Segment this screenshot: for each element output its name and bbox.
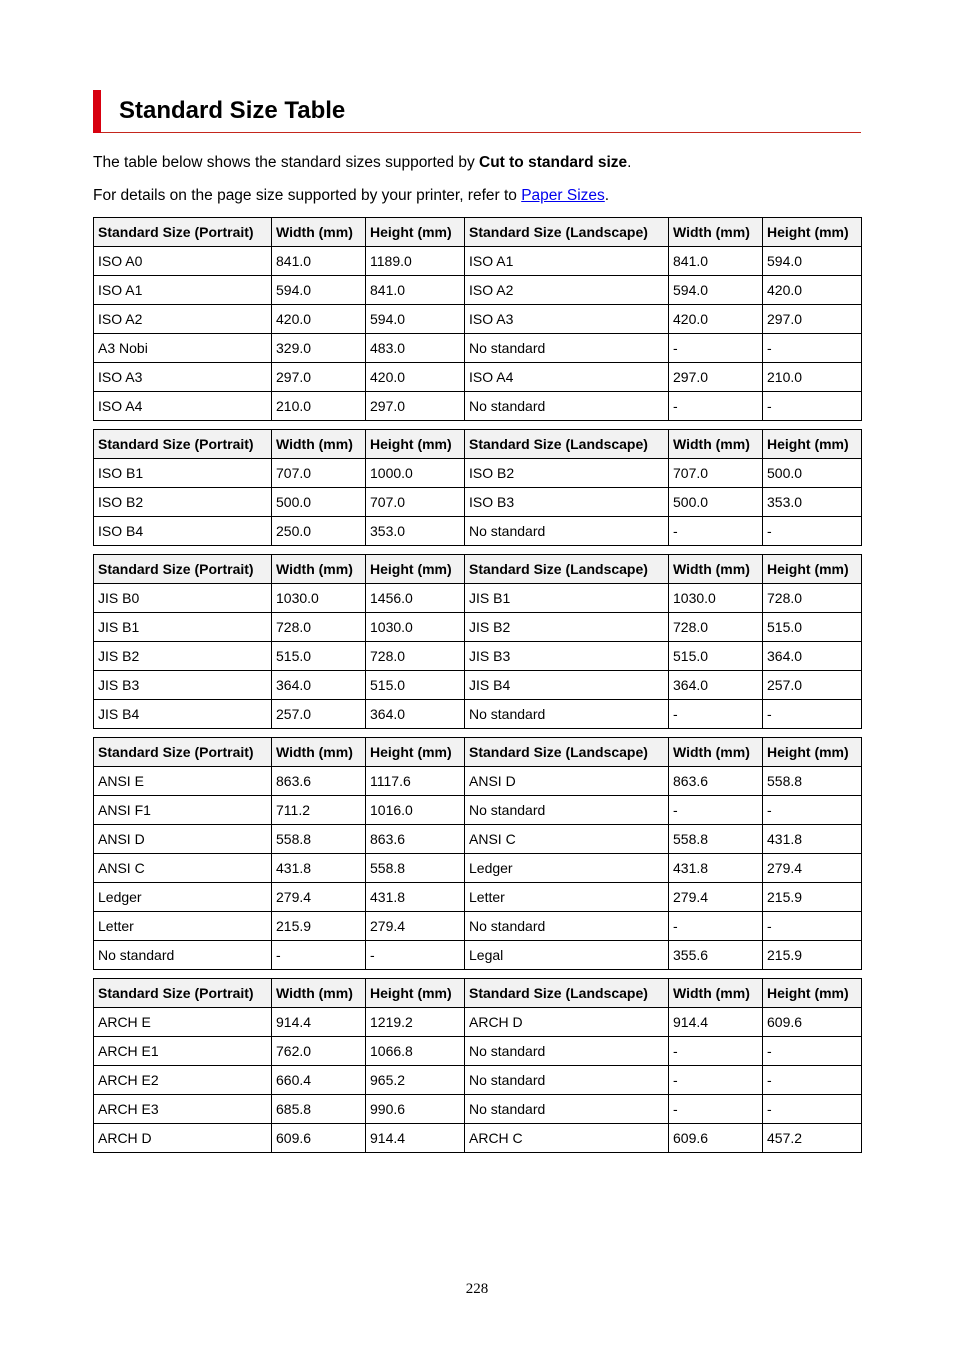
table-cell: 1066.8 (366, 1037, 465, 1066)
table-cell: No standard (465, 700, 669, 729)
table-header-row (94, 738, 862, 767)
table-cell: ISO A3 (465, 305, 669, 334)
column-header: Width (mm) (272, 430, 366, 459)
table-cell: 863.6 (669, 767, 763, 796)
intro-period: . (627, 154, 632, 171)
column-header: Standard Size (Portrait) (94, 218, 272, 247)
table-cell: 355.6 (669, 941, 763, 970)
column-header: Standard Size (Landscape) (465, 218, 669, 247)
table-cell: - (763, 1037, 862, 1066)
table-row (94, 796, 862, 825)
table-cell: 914.4 (366, 1124, 465, 1153)
table-row (94, 459, 862, 488)
table-cell: 1117.6 (366, 767, 465, 796)
table-cell: 1456.0 (366, 584, 465, 613)
table-cell: 420.0 (366, 363, 465, 392)
table-cell: JIS B4 (94, 700, 272, 729)
intro-text: The table below shows the standard sizes supported by (93, 154, 480, 171)
table-cell: 515.0 (366, 671, 465, 700)
table-cell: 660.4 (272, 1066, 366, 1095)
table-row (94, 276, 862, 305)
table-row (94, 1008, 862, 1037)
column-header: Width (mm) (669, 218, 763, 247)
column-header: Height (mm) (763, 555, 862, 584)
table-cell: 364.0 (763, 642, 862, 671)
table-cell: 841.0 (272, 247, 366, 276)
column-header: Standard Size (Portrait) (94, 979, 272, 1008)
table-row (94, 363, 862, 392)
table-cell: 609.6 (669, 1124, 763, 1153)
table-cell: ISO B3 (465, 488, 669, 517)
table-cell: 257.0 (763, 671, 862, 700)
table-cell: - (669, 517, 763, 546)
table-row (94, 642, 862, 671)
table-cell: 457.2 (763, 1124, 862, 1153)
table-cell: 297.0 (366, 392, 465, 421)
table-cell: A3 Nobi (94, 334, 272, 363)
table-cell: 1000.0 (366, 459, 465, 488)
table-cell: 420.0 (272, 305, 366, 334)
table-cell: Ledger (94, 883, 272, 912)
column-header: Height (mm) (366, 979, 465, 1008)
table-cell: 558.8 (366, 854, 465, 883)
table-header-row (94, 218, 862, 247)
table-cell: JIS B1 (94, 613, 272, 642)
table-cell: 431.8 (272, 854, 366, 883)
table-cell: Legal (465, 941, 669, 970)
table-cell: ANSI E (94, 767, 272, 796)
table-cell: 707.0 (669, 459, 763, 488)
size-table (93, 737, 862, 970)
table-row (94, 305, 862, 334)
table-cell: 279.4 (366, 912, 465, 941)
table-cell: 215.9 (763, 883, 862, 912)
table-cell: 558.8 (763, 767, 862, 796)
table-cell: ISO B1 (94, 459, 272, 488)
table-cell: 685.8 (272, 1095, 366, 1124)
table-cell: 762.0 (272, 1037, 366, 1066)
table-cell: - (763, 1066, 862, 1095)
column-header: Height (mm) (763, 218, 862, 247)
table-header-row (94, 555, 862, 584)
size-table (93, 978, 862, 1153)
table-cell: ISO A4 (465, 363, 669, 392)
size-table (93, 217, 862, 421)
table-cell: 841.0 (366, 276, 465, 305)
table-cell: 210.0 (272, 392, 366, 421)
table-cell: - (366, 941, 465, 970)
table-cell: 515.0 (763, 613, 862, 642)
size-tables (93, 217, 861, 1161)
table-cell: 609.6 (272, 1124, 366, 1153)
table-cell: 279.4 (272, 883, 366, 912)
table-cell: ISO A3 (94, 363, 272, 392)
table-cell: 1219.2 (366, 1008, 465, 1037)
table-cell: 1016.0 (366, 796, 465, 825)
table-cell: ISO B2 (94, 488, 272, 517)
table-row (94, 334, 862, 363)
table-cell: ANSI C (94, 854, 272, 883)
table-cell: - (763, 334, 862, 363)
table-cell: 210.0 (763, 363, 862, 392)
table-cell: No standard (465, 392, 669, 421)
table-row (94, 517, 862, 546)
page-number: 228 (465, 1281, 489, 1297)
table-cell: 515.0 (669, 642, 763, 671)
table-cell: JIS B0 (94, 584, 272, 613)
table-cell: - (763, 392, 862, 421)
table-cell: 594.0 (763, 247, 862, 276)
table-cell: 250.0 (272, 517, 366, 546)
table-cell: 297.0 (669, 363, 763, 392)
table-cell: ISO B4 (94, 517, 272, 546)
table-cell: 215.9 (272, 912, 366, 941)
table-row (94, 854, 862, 883)
table-row (94, 247, 862, 276)
table-cell: 728.0 (366, 642, 465, 671)
table-cell: - (763, 517, 862, 546)
table-cell: 594.0 (669, 276, 763, 305)
table-cell: 728.0 (669, 613, 763, 642)
table-cell: 353.0 (763, 488, 862, 517)
paper-sizes-link[interactable]: Paper Sizes (521, 187, 605, 204)
table-cell: 215.9 (763, 941, 862, 970)
table-cell: 1030.0 (669, 584, 763, 613)
table-cell: JIS B2 (465, 613, 669, 642)
table-cell: 863.6 (366, 825, 465, 854)
table-cell: ANSI D (465, 767, 669, 796)
column-header: Width (mm) (272, 218, 366, 247)
table-cell: 558.8 (669, 825, 763, 854)
table-cell: 914.4 (669, 1008, 763, 1037)
column-header: Width (mm) (669, 738, 763, 767)
table-cell: 353.0 (366, 517, 465, 546)
table-header-row (94, 430, 862, 459)
table-cell: No standard (465, 1095, 669, 1124)
table-cell: No standard (465, 1066, 669, 1095)
table-cell: 841.0 (669, 247, 763, 276)
table-cell: ARCH E (94, 1008, 272, 1037)
table-cell: ISO A2 (465, 276, 669, 305)
table-cell: 364.0 (366, 700, 465, 729)
table-row (94, 825, 862, 854)
table-cell: ARCH C (465, 1124, 669, 1153)
table-row (94, 767, 862, 796)
table-cell: - (669, 334, 763, 363)
heading-accent-bar (93, 90, 101, 133)
table-cell: 431.8 (763, 825, 862, 854)
table-cell: 609.6 (763, 1008, 862, 1037)
table-cell: 1030.0 (272, 584, 366, 613)
table-cell: 500.0 (763, 459, 862, 488)
table-cell: 500.0 (272, 488, 366, 517)
table-cell: No standard (465, 796, 669, 825)
table-row (94, 1124, 862, 1153)
table-cell: ISO A1 (94, 276, 272, 305)
table-cell: 707.0 (366, 488, 465, 517)
table-cell: ARCH E3 (94, 1095, 272, 1124)
table-cell: - (669, 392, 763, 421)
reference-period: . (604, 187, 610, 204)
table-cell: No standard (465, 912, 669, 941)
table-cell: JIS B3 (465, 642, 669, 671)
column-header: Width (mm) (669, 430, 763, 459)
table-cell: 431.8 (366, 883, 465, 912)
table-cell: - (669, 1066, 763, 1095)
table-cell: - (763, 912, 862, 941)
table-cell: ANSI D (94, 825, 272, 854)
reference-paragraph (93, 186, 609, 206)
page-title: Standard Size Table (119, 97, 346, 124)
table-cell: ISO A1 (465, 247, 669, 276)
table-cell: 431.8 (669, 854, 763, 883)
table-row (94, 700, 862, 729)
column-header: Height (mm) (763, 430, 862, 459)
column-header: Standard Size (Portrait) (94, 430, 272, 459)
table-cell: 297.0 (272, 363, 366, 392)
table-cell: 707.0 (272, 459, 366, 488)
table-cell: ARCH E1 (94, 1037, 272, 1066)
table-cell: ARCH D (94, 1124, 272, 1153)
table-cell: - (669, 700, 763, 729)
table-cell: ANSI C (465, 825, 669, 854)
table-row (94, 883, 862, 912)
table-cell: ISO A2 (94, 305, 272, 334)
table-cell: 364.0 (272, 671, 366, 700)
table-cell: 483.0 (366, 334, 465, 363)
column-header: Width (mm) (272, 555, 366, 584)
table-cell: 914.4 (272, 1008, 366, 1037)
table-cell: 711.2 (272, 796, 366, 825)
table-cell: JIS B4 (465, 671, 669, 700)
table-cell: - (669, 1037, 763, 1066)
table-cell: JIS B1 (465, 584, 669, 613)
table-cell: ISO A4 (94, 392, 272, 421)
table-cell: 594.0 (272, 276, 366, 305)
size-table (93, 554, 862, 729)
table-cell: - (763, 700, 862, 729)
table-cell: ARCH E2 (94, 1066, 272, 1095)
table-cell: ARCH D (465, 1008, 669, 1037)
table-cell: 990.6 (366, 1095, 465, 1124)
column-header: Standard Size (Portrait) (94, 555, 272, 584)
table-cell: - (669, 912, 763, 941)
table-cell: - (272, 941, 366, 970)
table-cell: 1189.0 (366, 247, 465, 276)
size-table (93, 429, 862, 546)
table-cell: Letter (465, 883, 669, 912)
column-header: Width (mm) (669, 979, 763, 1008)
table-row (94, 671, 862, 700)
column-header: Height (mm) (763, 979, 862, 1008)
table-cell: - (763, 1095, 862, 1124)
table-cell: JIS B3 (94, 671, 272, 700)
column-header: Height (mm) (763, 738, 862, 767)
intro-paragraph (93, 153, 631, 173)
column-header: Height (mm) (366, 555, 465, 584)
table-cell: ANSI F1 (94, 796, 272, 825)
table-cell: 279.4 (669, 883, 763, 912)
table-cell: 515.0 (272, 642, 366, 671)
table-cell: No standard (465, 517, 669, 546)
column-header: Width (mm) (272, 738, 366, 767)
table-cell: 297.0 (763, 305, 862, 334)
table-row (94, 941, 862, 970)
table-cell: No standard (94, 941, 272, 970)
table-cell: 1030.0 (366, 613, 465, 642)
table-cell: 420.0 (763, 276, 862, 305)
table-row (94, 1095, 862, 1124)
column-header: Height (mm) (366, 218, 465, 247)
table-header-row (94, 979, 862, 1008)
column-header: Width (mm) (272, 979, 366, 1008)
table-cell: - (763, 796, 862, 825)
reference-text: For details on the page size supported by your printer, refer to (93, 187, 522, 204)
table-cell: 594.0 (366, 305, 465, 334)
table-cell: No standard (465, 334, 669, 363)
table-cell: No standard (465, 1037, 669, 1066)
column-header: Height (mm) (366, 430, 465, 459)
table-cell: 863.6 (272, 767, 366, 796)
table-cell: 364.0 (669, 671, 763, 700)
intro-bold-term: Cut to standard size (479, 154, 628, 171)
table-row (94, 1066, 862, 1095)
table-row (94, 488, 862, 517)
table-row (94, 1037, 862, 1066)
table-cell: 257.0 (272, 700, 366, 729)
table-cell: 329.0 (272, 334, 366, 363)
column-header: Standard Size (Landscape) (465, 555, 669, 584)
table-row (94, 613, 862, 642)
table-cell: 728.0 (763, 584, 862, 613)
table-cell: 558.8 (272, 825, 366, 854)
table-row (94, 584, 862, 613)
column-header: Standard Size (Landscape) (465, 738, 669, 767)
table-cell: ISO A0 (94, 247, 272, 276)
table-cell: - (669, 796, 763, 825)
table-cell: - (669, 1095, 763, 1124)
column-header: Standard Size (Portrait) (94, 738, 272, 767)
table-cell: JIS B2 (94, 642, 272, 671)
table-cell: 965.2 (366, 1066, 465, 1095)
column-header: Width (mm) (669, 555, 763, 584)
table-row (94, 912, 862, 941)
column-header: Height (mm) (366, 738, 465, 767)
column-header: Standard Size (Landscape) (465, 430, 669, 459)
table-cell: 420.0 (669, 305, 763, 334)
table-cell: ISO B2 (465, 459, 669, 488)
table-cell: 500.0 (669, 488, 763, 517)
table-cell: Ledger (465, 854, 669, 883)
table-cell: 728.0 (272, 613, 366, 642)
table-row (94, 392, 862, 421)
table-cell: 279.4 (763, 854, 862, 883)
section-heading (93, 90, 861, 133)
table-cell: Letter (94, 912, 272, 941)
column-header: Standard Size (Landscape) (465, 979, 669, 1008)
